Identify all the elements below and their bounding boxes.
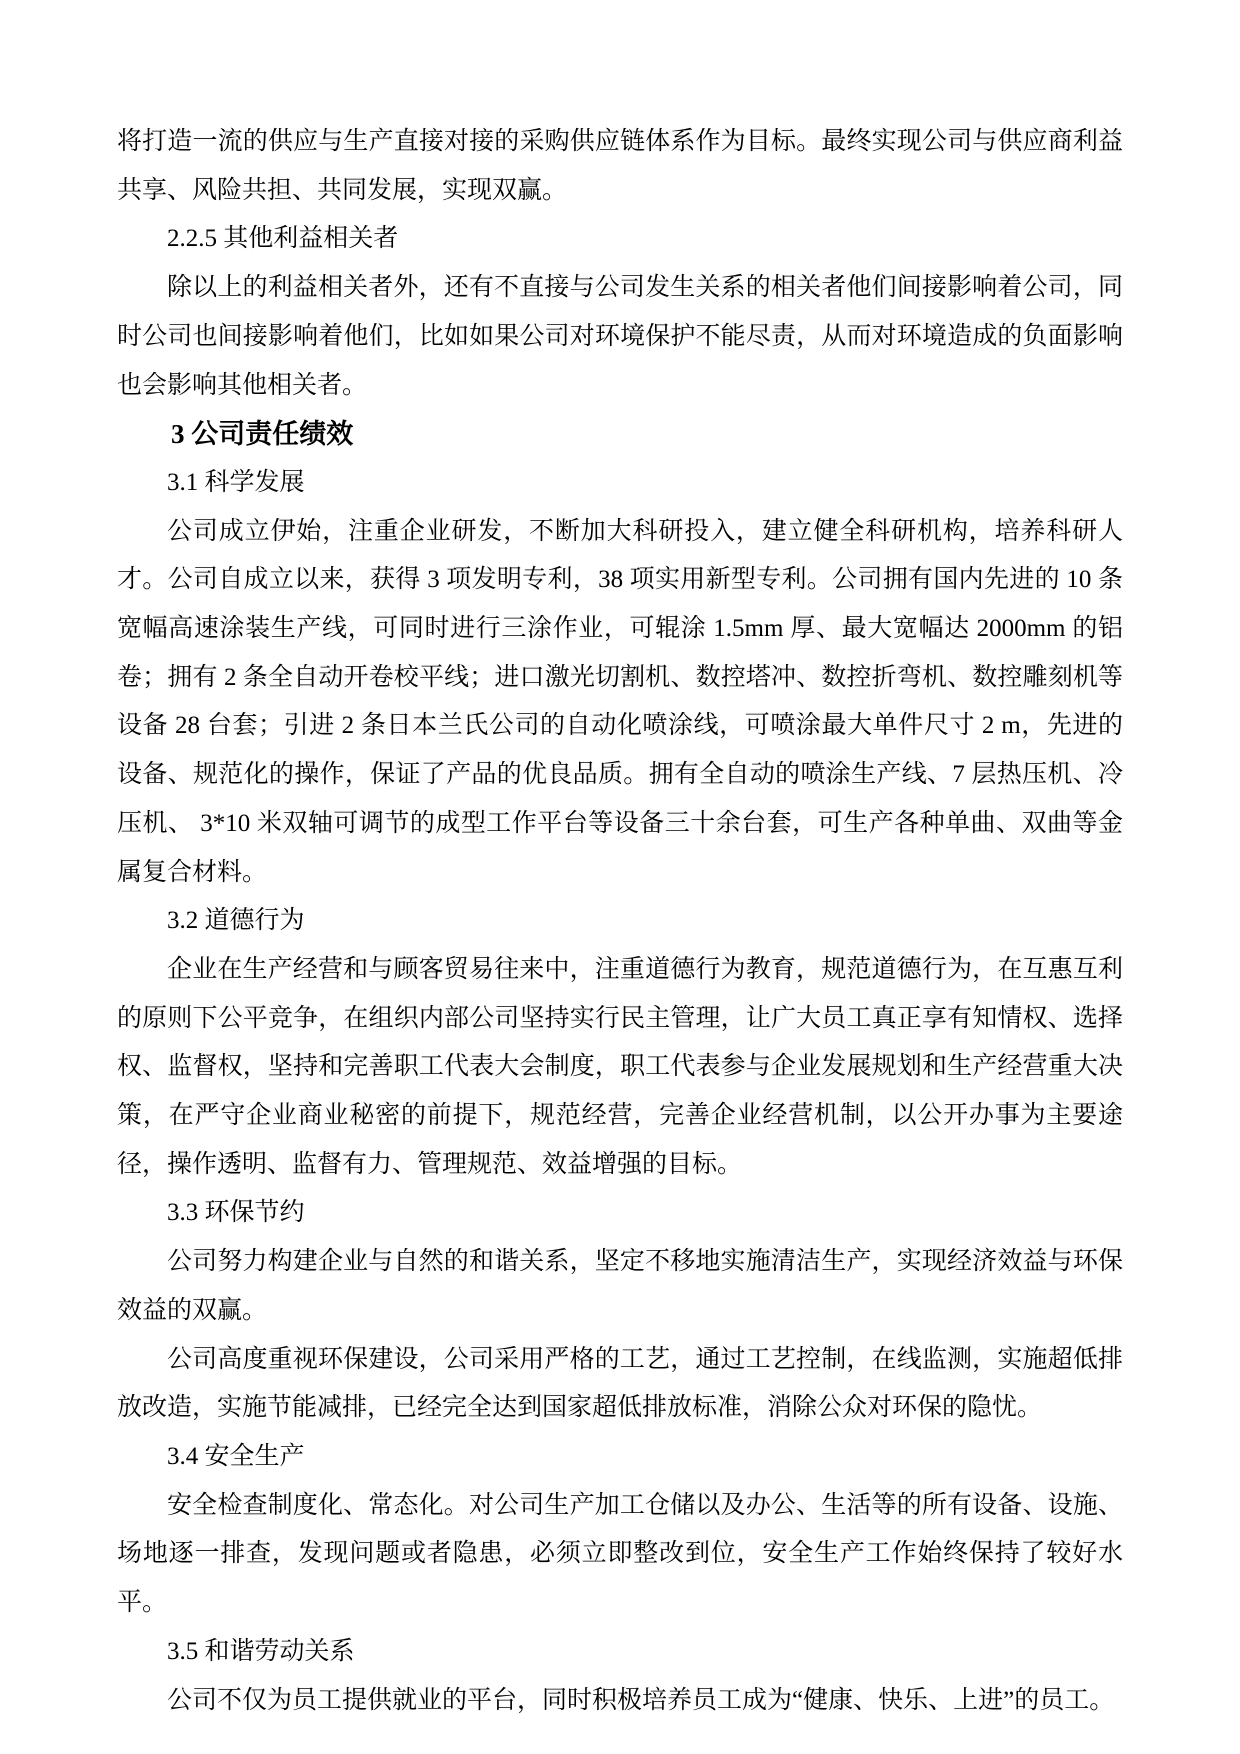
paragraph-continuation: 将打造一流的供应与生产直接对接的采购供应链体系作为目标。最终实现公司与供应商利益共享、风险共担、共同发展，实现双赢。 <box>117 128 1123 204</box>
subsection-heading-3-3: 3.3 环保节约 <box>167 1199 305 1227</box>
paragraph-environment-winwin: 公司努力构建企业与自然的和谐关系，坚定不移地实施清洁生产，实现经济效益与环保效益的双赢。 <box>117 1248 1123 1324</box>
subsection-heading-3-4: 3.4 安全生产 <box>167 1442 305 1470</box>
document-content <box>117 118 1123 1725</box>
paragraph-other-stakeholders: 除以上的利益相关者外，还有不直接与公司发生关系的相关者他们间接影响着公司，同时公司也间接影响着他们，比如如果公司对环境保护不能尽责，从而对环境造成的负面影响也会影响其他相关者。 <box>117 274 1123 399</box>
subsection-heading-2-2-5: 2.2.5 其他利益相关者 <box>167 225 399 253</box>
paragraph-ethical-behavior: 企业在生产经营和与顾客贸易往来中，注重道德行为教育，规范道德行为，在互惠互利的原则下公平竞争，在组织内部公司坚持实行民主管理，让广大员工真正享有知情权、选择权、监督权，坚持和完善职工代表大会制度，职工代表参与企业发展规划和生产经营重大决策，在严守企业商业秘密的前提下，规范经营，完善企业经营机制，以公开办事为主要途径，操作透明、监督有力、管理规范、效益增强的目标。 <box>117 955 1123 1178</box>
subsection-heading-3-1: 3.1 科学发展 <box>167 468 305 496</box>
paragraph-environment-emission: 公司高度重视环保建设，公司采用严格的工艺，通过工艺控制，在线监测，实施超低排放改造，实施节能减排，已经完全达到国家超低排放标准，消除公众对环保的隐忧。 <box>117 1345 1123 1422</box>
paragraph-safety-production: 安全检查制度化、常态化。对公司生产加工仓储以及办公、生活等的所有设备、设施、场地逐一排查，发现问题或者隐患，必须立即整改到位，安全生产工作始终保持了较好水平。 <box>117 1491 1123 1617</box>
subsection-heading-3-5: 3.5 和谐劳动关系 <box>167 1637 355 1665</box>
chapter-heading-3: 3 公司责任绩效 <box>171 419 354 450</box>
paragraph-scientific-development: 公司成立伊始，注重企业研发，不断加大科研投入，建立健全科研机构，培养科研人才。公司自成立以来，获得 3 项发明专利，38 项实用新型专利。公司拥有国内先进的 10 条宽幅高速涂装生产线，可同时进行三涂作业，可辊涂 1.5mm 厚、最大宽幅达 2000mm 的铝卷；拥有 2 条全自动开卷校平线；进口激光切割机、数控塔冲、数控折弯机、数控雕刻机等设备 28 台套；引进 2 条日本兰氏公司的自动化喷涂线，可喷涂最大单件尺寸 2 m，先进的设备、规范化的操作，保证了产品的优良品质。拥有全自动的喷涂生产线、7 层热压机、冷压机、 3*10 米双轴可调节的成型工作平台等设备三十余台套，可生产各种单曲、双曲等金属复合材料。 <box>117 517 1123 886</box>
subsection-heading-3-2: 3.2 道德行为 <box>167 907 305 935</box>
paragraph-labor-relations: 公司不仅为员工提供就业的平台，同时积极培养员工成为“健康、快乐、上进”的员工。 <box>167 1686 1115 1714</box>
